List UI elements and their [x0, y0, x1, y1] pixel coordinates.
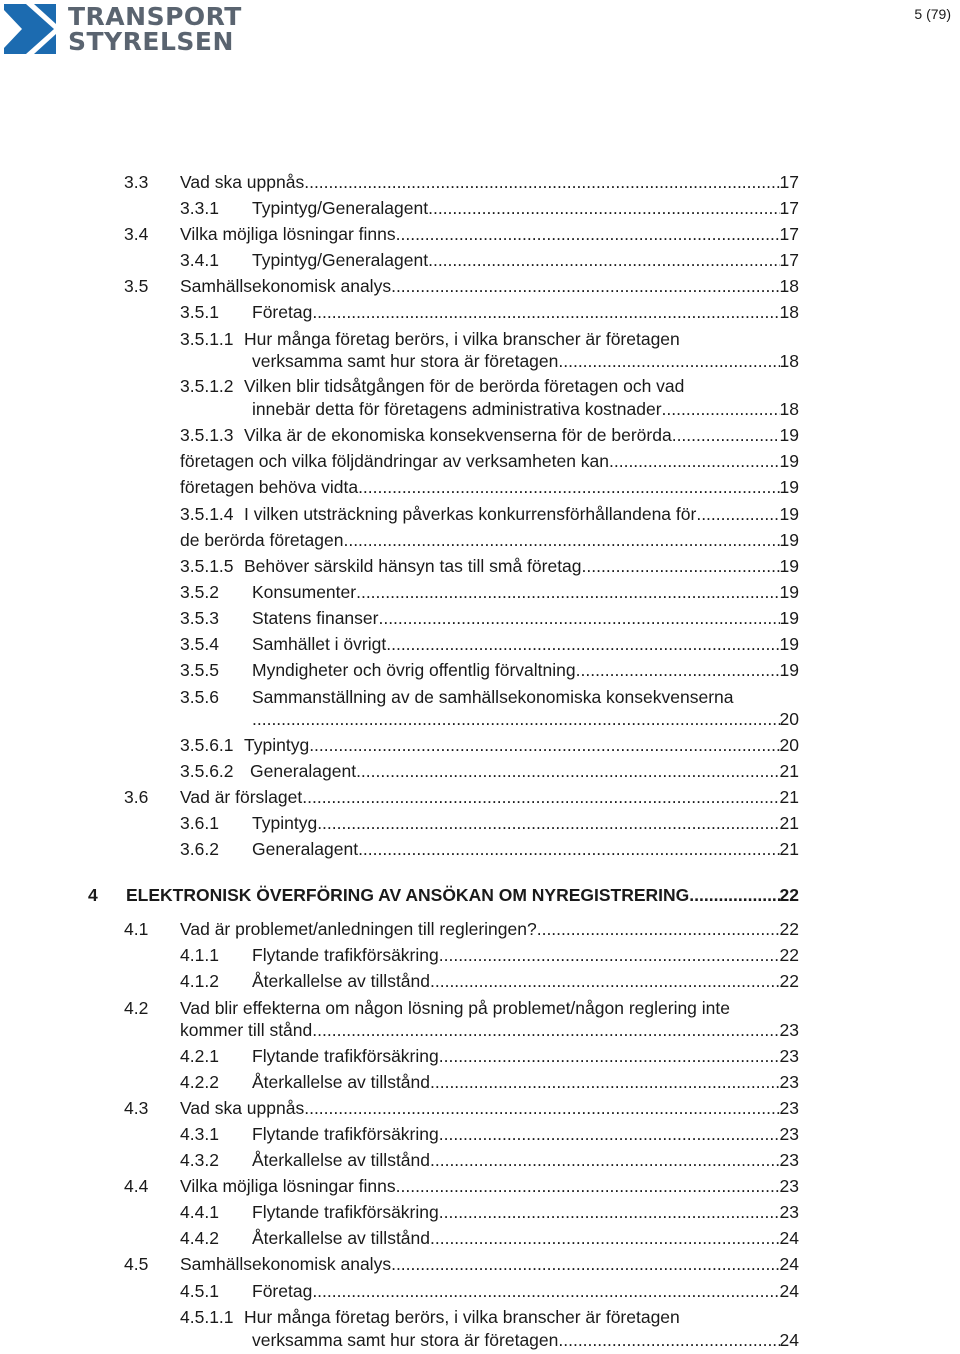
toc-entry-number: 4.1.2: [180, 971, 219, 991]
toc-leader-dots: [312, 1019, 779, 1041]
toc-entry[interactable]: [180, 1201, 799, 1223]
toc-page-number: 22: [779, 971, 799, 991]
toc-leader-dots: [391, 275, 779, 297]
toc-entry-number: 3.6.2: [180, 839, 219, 859]
toc-page-number: 18: [779, 351, 799, 371]
toc-entry[interactable]: [124, 786, 799, 808]
toc-entry-title: Konsumenter: [252, 582, 357, 602]
toc-page-number: 24: [779, 1254, 799, 1274]
toc-entry[interactable]: [180, 633, 799, 655]
toc-leader-dots: [576, 659, 780, 681]
toc-entry-title: Samhället i övrigt: [252, 634, 387, 654]
toc-entry[interactable]: [180, 581, 799, 603]
toc-leader-dots: [558, 350, 779, 372]
toc-entry-title: företagen och vilka följdändringar av verksamheten kan: [180, 451, 609, 471]
toc-page-number: 23: [779, 1176, 799, 1196]
toc-entry[interactable]: [180, 686, 799, 708]
toc-entry-title: Vad ska uppnås: [180, 172, 305, 192]
toc-entry[interactable]: [124, 1253, 799, 1275]
toc-entry-title: Behöver särskild hänsyn tas till små företag: [244, 556, 582, 576]
toc-entry[interactable]: [180, 1071, 799, 1093]
toc-entry-title: Vilka möjliga lösningar finns: [180, 1176, 396, 1196]
toc-entry[interactable]: [124, 1175, 799, 1197]
toc-entry[interactable]: [180, 476, 799, 498]
logo-text-line1: TRANSPORT: [68, 2, 242, 31]
toc-entry[interactable]: [88, 884, 799, 906]
toc-entry-number: 4.4.1: [180, 1202, 219, 1222]
toc-entry-title: ELEKTRONISK ÖVERFÖRING AV ANSÖKAN OM NYREGISTRERING: [126, 885, 690, 905]
toc-entry-number: 4.3.2: [180, 1150, 219, 1170]
toc-entry[interactable]: [180, 503, 799, 525]
toc-entry[interactable]: [180, 838, 799, 860]
toc-entry-number: 4.3.1: [180, 1124, 219, 1144]
toc-entry-title: verksamma samt hur stora är företagen: [252, 351, 559, 371]
toc-entry-number: 4.5.1.1: [180, 1307, 234, 1327]
toc-entry-title: Samhällsekonomisk analys: [180, 1254, 392, 1274]
toc-entry[interactable]: [252, 1329, 799, 1351]
toc-leader-dots: [358, 476, 779, 498]
toc-entry-title: Typintyg/Generalagent: [252, 250, 429, 270]
toc-entry[interactable]: [180, 1019, 799, 1041]
toc-page-number: 19: [779, 660, 799, 680]
toc-page-number: 17: [779, 172, 799, 192]
toc-page-number: 17: [779, 198, 799, 218]
toc-entry-title: Flytande trafikförsäkring: [252, 945, 439, 965]
toc-leader-dots: [439, 1201, 780, 1223]
toc-entry-title: Vad ska uppnås: [180, 1098, 305, 1118]
toc-entry[interactable]: [252, 398, 799, 420]
toc-page-number: 22: [779, 885, 799, 905]
toc-leader-dots: [439, 1123, 780, 1145]
toc-entry-number: 3.5.6.1: [180, 735, 234, 755]
toc-entry-title: Återkallelse av tillstånd: [252, 971, 430, 991]
toc-entry-title: Flytande trafikförsäkring: [252, 1046, 439, 1066]
toc-entry-title: verksamma samt hur stora är företagen: [252, 1330, 559, 1350]
logo-text-line2: STYRELSEN: [68, 27, 234, 56]
toc-entry-number: 4.3: [124, 1098, 149, 1118]
toc-entry-number: 4.5.1: [180, 1281, 219, 1301]
toc-entry-title: Vilken blir tidsåtgången för de berörda företagen och vad: [244, 376, 685, 396]
toc-leader-dots: [356, 760, 779, 782]
toc-entry-number: 4.5: [124, 1254, 149, 1274]
toc-entry[interactable]: [180, 760, 799, 782]
toc-entry-number: 3.5.1.2: [180, 376, 234, 396]
toc-leader-dots: [696, 503, 779, 525]
toc-page-number: 24: [779, 1228, 799, 1248]
toc-page-number: 21: [779, 761, 799, 781]
toc-page-number: 23: [779, 1150, 799, 1170]
toc-entry-number: 4.4: [124, 1176, 149, 1196]
toc-leader-dots: [358, 838, 779, 860]
toc-entry[interactable]: [180, 970, 799, 992]
toc-leader-dots: [439, 944, 780, 966]
toc-page-number: 19: [779, 556, 799, 576]
toc-entry-number: 4.1.1: [180, 945, 219, 965]
toc-entry-title: företagen behöva vidta: [180, 477, 359, 497]
toc-entry[interactable]: [180, 1306, 799, 1328]
toc-entry[interactable]: [124, 275, 799, 297]
toc-entry-title: Generalagent: [252, 839, 359, 859]
toc-entry-title: Samhällsekonomisk analys: [180, 276, 392, 296]
toc-leader-dots: [391, 1253, 779, 1275]
toc-entry-title: Företag: [252, 302, 313, 322]
toc-entry[interactable]: [180, 197, 799, 219]
toc-leader-dots: [430, 970, 780, 992]
toc-leader-dots: [312, 301, 779, 323]
toc-page-number: 18: [779, 302, 799, 322]
toc-entry-number: 4.4.2: [180, 1228, 219, 1248]
toc-entry-number: 3.5.4: [180, 634, 219, 654]
toc-leader-dots: [662, 398, 780, 420]
toc-page-number: 19: [779, 530, 799, 550]
toc-entry[interactable]: [252, 708, 799, 730]
toc-entry[interactable]: [124, 223, 799, 245]
toc-entry[interactable]: [180, 659, 799, 681]
toc-page-number: 20: [779, 709, 799, 729]
toc-entry[interactable]: [180, 607, 799, 629]
toc-page-number: 21: [779, 813, 799, 833]
toc-entry-number: 3.5.2: [180, 582, 219, 602]
toc-page-number: 17: [779, 250, 799, 270]
toc-page-number: 18: [779, 276, 799, 296]
toc-leader-dots: [582, 555, 780, 577]
toc-page-number: 19: [779, 451, 799, 471]
toc-entry-title: Sammanställning av de samhällsekonomiska konsekvenserna: [252, 687, 734, 707]
toc-page-number: 19: [779, 425, 799, 445]
toc-page-number: 19: [779, 634, 799, 654]
toc-leader-dots: [396, 223, 780, 245]
toc-page-number: 18: [779, 399, 799, 419]
toc-entry-title: innebär detta för företagens administrativa kostnader: [252, 399, 662, 419]
toc-page-number: 24: [779, 1281, 799, 1301]
toc-page-number: 19: [779, 504, 799, 524]
toc-entry-title: kommer till stånd: [180, 1020, 313, 1040]
toc-page-number: 23: [779, 1202, 799, 1222]
toc-entry-title: de berörda företagen: [180, 530, 344, 550]
toc-entry-number: 3.5.1.3: [180, 425, 234, 445]
toc-entry-number: 4.2.1: [180, 1046, 219, 1066]
toc-leader-dots: [428, 249, 779, 271]
toc-entry-number: 3.5.6: [180, 687, 219, 707]
toc-entry-title: Vad blir effekterna om någon lösning på problemet/någon reglering inte: [180, 998, 730, 1018]
toc-leader-dots: [672, 424, 780, 446]
toc-leader-dots: [302, 786, 779, 808]
toc-entry-title: Hur många företag berörs, i vilka branscher är företagen: [244, 1307, 680, 1327]
toc-entry[interactable]: [180, 1227, 799, 1249]
toc-entry[interactable]: [180, 555, 799, 577]
toc-leader-dots: [304, 1097, 779, 1119]
toc-entry[interactable]: [180, 301, 799, 323]
toc-entry-number: 3.5: [124, 276, 149, 296]
toc-entry-title: Återkallelse av tillstånd: [252, 1228, 430, 1248]
toc-entry-number: 3.3.1: [180, 198, 219, 218]
toc-entry-title: Hur många företag berörs, i vilka branscher är företagen: [244, 329, 680, 349]
toc-leader-dots: [304, 171, 779, 193]
toc-page-number: 21: [779, 839, 799, 859]
toc-entry[interactable]: [180, 734, 799, 756]
toc-entry[interactable]: [180, 1045, 799, 1067]
toc-entry-number: 3.5.1: [180, 302, 219, 322]
toc-page-number: 24: [779, 1330, 799, 1350]
toc-entry[interactable]: [124, 997, 799, 1019]
toc-entry-number: 3.5.6.2: [180, 761, 234, 781]
toc-entry-title: Flytande trafikförsäkring: [252, 1202, 439, 1222]
toc-entry-number: 3.6.1: [180, 813, 219, 833]
toc-leader-dots: [430, 1071, 780, 1093]
toc-page-number: 22: [779, 919, 799, 939]
toc-entry-title: Vilka är de ekonomiska konsekvenserna för de berörda: [244, 425, 672, 445]
toc-leader-dots: [439, 1045, 780, 1067]
toc-entry-number: 4: [88, 885, 98, 905]
toc-entry[interactable]: [180, 529, 799, 551]
toc-entry-number: 4.1: [124, 919, 149, 939]
toc-entry-number: 4.2.2: [180, 1072, 219, 1092]
toc-entry[interactable]: [180, 450, 799, 472]
toc-page-number: 19: [779, 608, 799, 628]
toc-entry-title: Återkallelse av tillstånd: [252, 1150, 430, 1170]
toc-leader-dots: [309, 734, 779, 756]
toc-leader-dots: [430, 1227, 780, 1249]
toc-leader-dots: [558, 1329, 779, 1351]
toc-page-number: 23: [779, 1124, 799, 1144]
toc-entry-title: Företag: [252, 1281, 313, 1301]
toc-leader-dots: [252, 708, 780, 730]
toc-page-number: 19: [779, 582, 799, 602]
toc-leader-dots: [689, 884, 779, 906]
toc-entry-title: Typintyg: [252, 813, 318, 833]
toc-entry-number: 3.4: [124, 224, 149, 244]
toc-entry[interactable]: [180, 328, 799, 350]
toc-entry-title: Vad är förslaget: [180, 787, 303, 807]
toc-entry-title: Typintyg/Generalagent: [252, 198, 429, 218]
toc-entry-title: Statens finanser: [252, 608, 379, 628]
toc-entry-number: 3.6: [124, 787, 149, 807]
toc-entry-number: 3.5.1.1: [180, 329, 234, 349]
toc-page-number: 23: [779, 1098, 799, 1118]
toc-entry-title: Vilka möjliga lösningar finns: [180, 224, 396, 244]
toc-page-number: 21: [779, 787, 799, 807]
toc-page-number: 23: [779, 1046, 799, 1066]
toc-leader-dots: [537, 918, 780, 940]
toc-entry-title: Myndigheter och övrig offentlig förvaltning: [252, 660, 576, 680]
toc-leader-dots: [312, 1280, 779, 1302]
toc-page-number: 23: [779, 1020, 799, 1040]
toc-leader-dots: [428, 197, 779, 219]
toc-entry[interactable]: [180, 944, 799, 966]
toc-leader-dots: [343, 529, 779, 551]
toc-entry-number: 3.3: [124, 172, 149, 192]
toc-page-number: 17: [779, 224, 799, 244]
toc-entry-title: Återkallelse av tillstånd: [252, 1072, 430, 1092]
toc-entry[interactable]: [180, 375, 799, 397]
toc-leader-dots: [396, 1175, 780, 1197]
toc-entry[interactable]: [180, 424, 799, 446]
toc-entry[interactable]: [124, 918, 799, 940]
toc-leader-dots: [609, 450, 780, 472]
page-number: 5 (79): [914, 6, 951, 22]
toc-page-number: 23: [779, 1072, 799, 1092]
toc-entry-title: Vad är problemet/anledningen till regleringen?: [180, 919, 537, 939]
toc-leader-dots: [430, 1149, 780, 1171]
toc-entry[interactable]: [180, 1123, 799, 1145]
toc-entry-title: Typintyg: [244, 735, 310, 755]
toc-entry-number: 3.5.1.5: [180, 556, 234, 576]
toc-leader-dots: [386, 633, 779, 655]
toc-entry[interactable]: [180, 249, 799, 271]
toc-page-number: 22: [779, 945, 799, 965]
toc-entry[interactable]: [180, 1149, 799, 1171]
toc-entry[interactable]: [180, 1280, 799, 1302]
toc-entry-title: Generalagent: [250, 761, 357, 781]
toc-entry[interactable]: [124, 171, 799, 193]
toc-entry-number: 4.2: [124, 998, 149, 1018]
toc-entry-number: 3.4.1: [180, 250, 219, 270]
toc-entry-number: 3.5.5: [180, 660, 219, 680]
toc-entry-number: 3.5.3: [180, 608, 219, 628]
toc-entry-title: I vilken utsträckning påverkas konkurrensförhållandena för: [244, 504, 697, 524]
toc-page-number: 19: [779, 477, 799, 497]
toc-leader-dots: [356, 581, 779, 603]
toc-entry-title: Flytande trafikförsäkring: [252, 1124, 439, 1144]
toc-leader-dots: [378, 607, 779, 629]
toc-leader-dots: [317, 812, 779, 834]
toc-page-number: 20: [779, 735, 799, 755]
toc-entry[interactable]: [252, 350, 799, 372]
toc-entry-number: 3.5.1.4: [180, 504, 234, 524]
toc-entry[interactable]: [124, 1097, 799, 1119]
toc-entry[interactable]: [180, 812, 799, 834]
